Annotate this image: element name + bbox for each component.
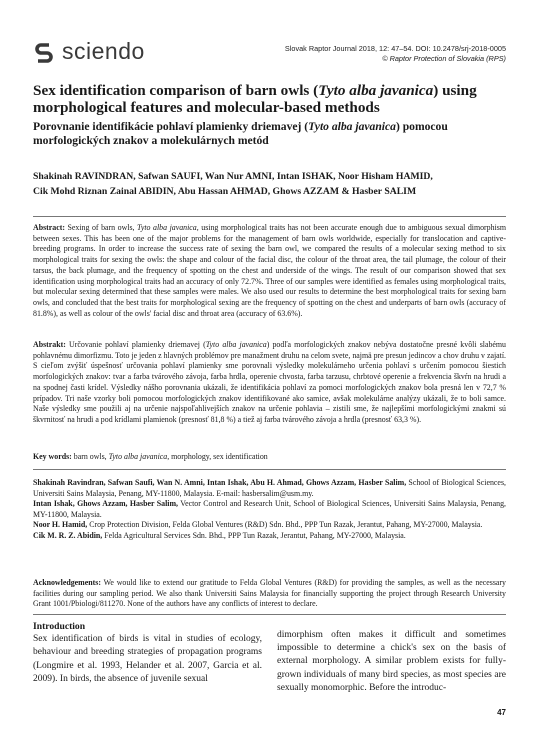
divider [33, 216, 506, 217]
section-heading: Introduction [33, 621, 86, 632]
affiliation-item: Intan Ishak, Ghows Azzam, Hasber Salim, Vector Control and Research Unit, School of Biological Sciences, Universiti Sains Malaysia, Penang, MY-11800, Malaysia. [33, 499, 506, 519]
authors-line: Cik Mohd Riznan Zainal ABIDIN, Abu Hassan AHMAD, Ghows AZZAM & Hasber SALIM [33, 185, 417, 197]
keywords: Key words: barn owls, Tyto alba javanica, morphology, sex identification [33, 452, 268, 461]
affiliation-item: Noor H. Hamid, Crop Protection Division, Felda Global Ventures (R&D) Sdn. Bhd., PPP Tun Razak, Jerantut, Pahang, MY-27000, Malaysia. [33, 520, 483, 530]
brand-name: sciendo [62, 38, 145, 64]
author-list [33, 170, 523, 199]
journal-citation: Slovak Raptor Journal 2018, 12: 47–54. DOI: 10.2478/srj-2018-0005 [284, 44, 506, 53]
intro-column-left [33, 620, 262, 686]
abstract-english: Abstract: Sexing of barn owls, Tyto alba javanica, using morphological traits has not been accurate enough due to ambiguous sexual dimorphism between sexes. This has been one of the major problems for the management of barn owls worldwide, especially for translocation and captive-breeding programs. In order to increase the success rate of sexing the barn owl, we compared the results of a molecular sexing method to six morphological traits for sexing the owls: the shape and colour of the facial disc, the colour of the throat area, the tail plumage, the colour of their tarsus, the back plumage, and the frequency of spotting on the chest and underside of the wings. The result of our comparison showed that sex identification using morphological traits had an accuracy of only 72.7%. Three of our samples were identified as females using morphological traits, but molecular sexing determined that these samples were males. We also used our results to determine the best morphological traits for sexing barn owls, and concluded that the best traits for morphological sexing are the frequency of spotting on the chest and underparts of barn owls (accuracy of 81.8%), as well as colour of the owls' facial disc and throat area (accuracy of 63.6%). [33, 223, 506, 318]
intro-column-right [277, 629, 506, 695]
journal-info [285, 44, 506, 64]
divider [33, 614, 506, 615]
affiliation-item: Shakinah Ravindran, Safwan Saufi, Wan N. Amni, Intan Ishak, Abu H. Ahmad, Ghows Azzam, Hasber Salim, School of Biological Sciences, Universiti Sains Malaysia, Penang, MY-11800, Malaysia. E-mail: hasbersalim@usm.my. [33, 478, 506, 498]
intro-text-right: dimorphism often makes it difficult and sometimes impossible to determine a chick's sex on the basis of external morphology. A similar problem exists for fully-grown individuals of many bird species, as most species are sexually monomorphic. Before the introduc- [277, 630, 506, 693]
affiliation-item: Cik M. R. Z. Abidin, Felda Agricultural Services Sdn. Bhd., PPP Tun Razak, Jerantut, Pahang, MY-27000, Malaysia. [33, 530, 406, 540]
page-number: 47 [497, 708, 506, 717]
acknowledgements: Acknowledgements: We would like to extend our gratitude to Felda Global Ventures (R&D) for providing the samples, as well as the necessary facilities during our sampling period. We also thank Universiti Sains Malaysia for financially supporting the project through Research University Grant 1001/Pbiologi/811270. None of the authors have any conflicts of interest to declare. [33, 578, 506, 609]
affiliations [33, 478, 506, 542]
sciendo-logo [32, 38, 145, 65]
intro-text-left: Sex identification of birds is vital in studies of ecology, behaviour and breeding strategies of propagation programs (Longmire et al. 1993, Helander et al. 2007, Garcia et al. 2009). In birds, the absence of juvenile sexual [33, 634, 262, 684]
journal-copyright: © Raptor Protection of Slovakia (RPS) [382, 54, 506, 63]
article-title: Sex identification comparison of barn owls (Tyto alba javanica) using morphological features and molecular-based methods [33, 82, 477, 116]
authors-line: Shakinah RAVINDRAN, Safwan SAUFI, Wan Nur AMNI, Intan ISHAK, Noor Hisham HAMID, [33, 171, 433, 182]
abstract-slovak: Abstrakt: Určovanie pohlaví plamienky driemavej (Tyto alba javanica) podľa morfologických znakov nebýva dostatočne presné kvôli slabému pohlavnému dimorfizmu. Toto je jeden z hlavných problémov pre manažment druhu na celom svete, najmä pre presun jedincov a chov druhu v zajatí. S cieľom zvýšiť úspešnosť určovania pohlaví plamienky sme porovnali výsledky molekulárneho určenia pohlaví s určením pomocou šiestich morfologických znakov: tvar a farba tvárového závoja, farba hrdla, operenie chvosta, farba tarzusu, chrbtové operenie a frekvencia škvŕn na hrudi a na spodnej časti krídel. Výsledky nášho porovnania ukázali, že identifikácia pohlaví za pomoci morfologických znakov bola presná len v 72,7 % prípadov. Tri naše vzorky boli pomocou morfologických znakov identifikované ako samice, avšak molekulárne analýzy ukázali, že to boli samce. Naše výsledky sme použili aj na určenie najspoľahlivejších znakov na určenie pohlavia – zistili sme, že najlepšími morfologickými znakmi sú škvrnitosť na hrudi a pod krídlami plamienok (presnosť 81,8 %) a tiež aj farba tvárového závoja a hrdla (presnosť 63,3 %). [33, 340, 506, 424]
article-subtitle: Porovnanie identifikácie pohlaví plamienky driemavej (Tyto alba javanica) pomocou morfologických znakov a molekulárnych metód [33, 120, 448, 147]
divider [33, 469, 506, 470]
sciendo-s-icon [32, 40, 56, 64]
